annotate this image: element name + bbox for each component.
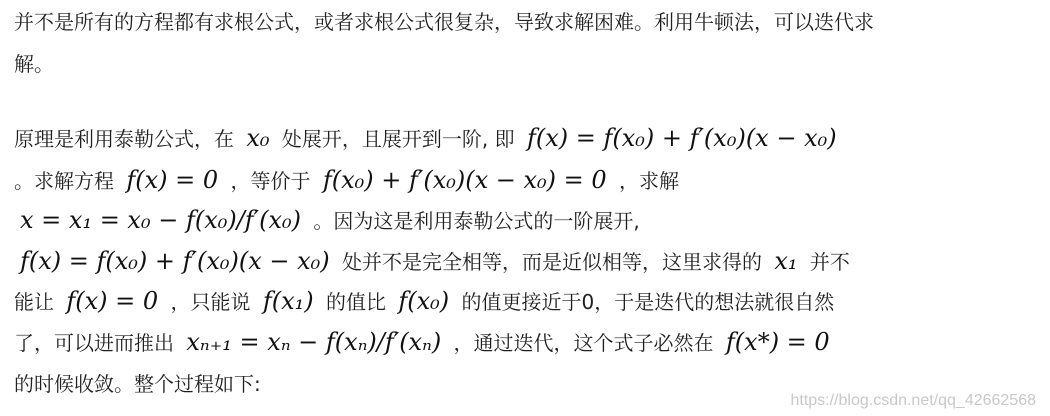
math-expression: f(x) = 0 xyxy=(126,166,219,194)
text-span: 能让 xyxy=(14,290,54,314)
math-expression: x₀ xyxy=(246,124,270,152)
math-expression: f(x₀) + f′(x₀)(x − x₀) = 0 xyxy=(322,166,607,194)
text-span: ，通过迭代，这个式子必然在 xyxy=(453,331,714,355)
text-span: 。因为这是利用泰勒公式的一阶展开, xyxy=(313,209,640,233)
paragraph-2-line-3 xyxy=(14,204,640,237)
math-expression: f(x₀) xyxy=(398,287,450,315)
math-expression: f(x*) = 0 xyxy=(725,328,830,356)
text-span: 的值更接近于0，于是迭代的想法就很自然 xyxy=(461,290,835,314)
math-expression: x = x₁ = x₀ − f(x₀)/f′(x₀) xyxy=(20,206,302,234)
math-expression: xₙ₊₁ = xₙ − f(xₙ)/f′(xₙ) xyxy=(186,328,442,356)
text-span: ，求解 xyxy=(619,169,679,193)
text-span: ，等价于 xyxy=(230,169,311,193)
paragraph-2-line-6 xyxy=(14,326,836,359)
math-expression: f(x₁) xyxy=(262,287,314,315)
math-expression: f(x) = f(x₀) + f′(x₀)(x − x₀) xyxy=(20,247,330,275)
text-span: ，只能说 xyxy=(170,290,251,314)
math-expression: f(x) = f(x₀) + f′(x₀)(x − x₀) xyxy=(526,124,837,152)
text-span: 解。 xyxy=(14,52,54,76)
text-span: 的值比 xyxy=(325,290,386,314)
text-span: 处并不是完全相等，而是近似相等，这里求得的 xyxy=(342,250,763,274)
text-span: 并不是所有的方程都有求根公式，或者求根公式很复杂，导致求解困难。利用牛顿法，可以迭代求 xyxy=(14,10,874,34)
text-span: 并不 xyxy=(809,250,850,274)
paragraph-2-line-5 xyxy=(14,285,834,318)
paragraph-2-line-7 xyxy=(14,368,261,400)
paragraph-1-line-2 xyxy=(14,48,54,80)
text-span: 原理是利用泰勒公式，在 xyxy=(14,127,234,151)
paragraph-1-line-1 xyxy=(14,6,874,38)
math-expression: f(x) = 0 xyxy=(66,287,159,315)
math-expression: x₁ xyxy=(774,247,798,275)
text-span: 处展开，且展开到一阶, 即 xyxy=(281,127,515,151)
paragraph-2-line-4 xyxy=(14,245,850,278)
text-span: 。求解方程 xyxy=(14,169,114,193)
watermark: https://blog.csdn.net/qq_42662568 xyxy=(790,392,1036,409)
text-span: 的时候收敛。整个过程如下: xyxy=(14,372,261,396)
paragraph-2-line-2 xyxy=(14,164,679,197)
text-span: 了，可以进而推出 xyxy=(14,331,174,355)
paragraph-2-line-1 xyxy=(14,122,843,155)
